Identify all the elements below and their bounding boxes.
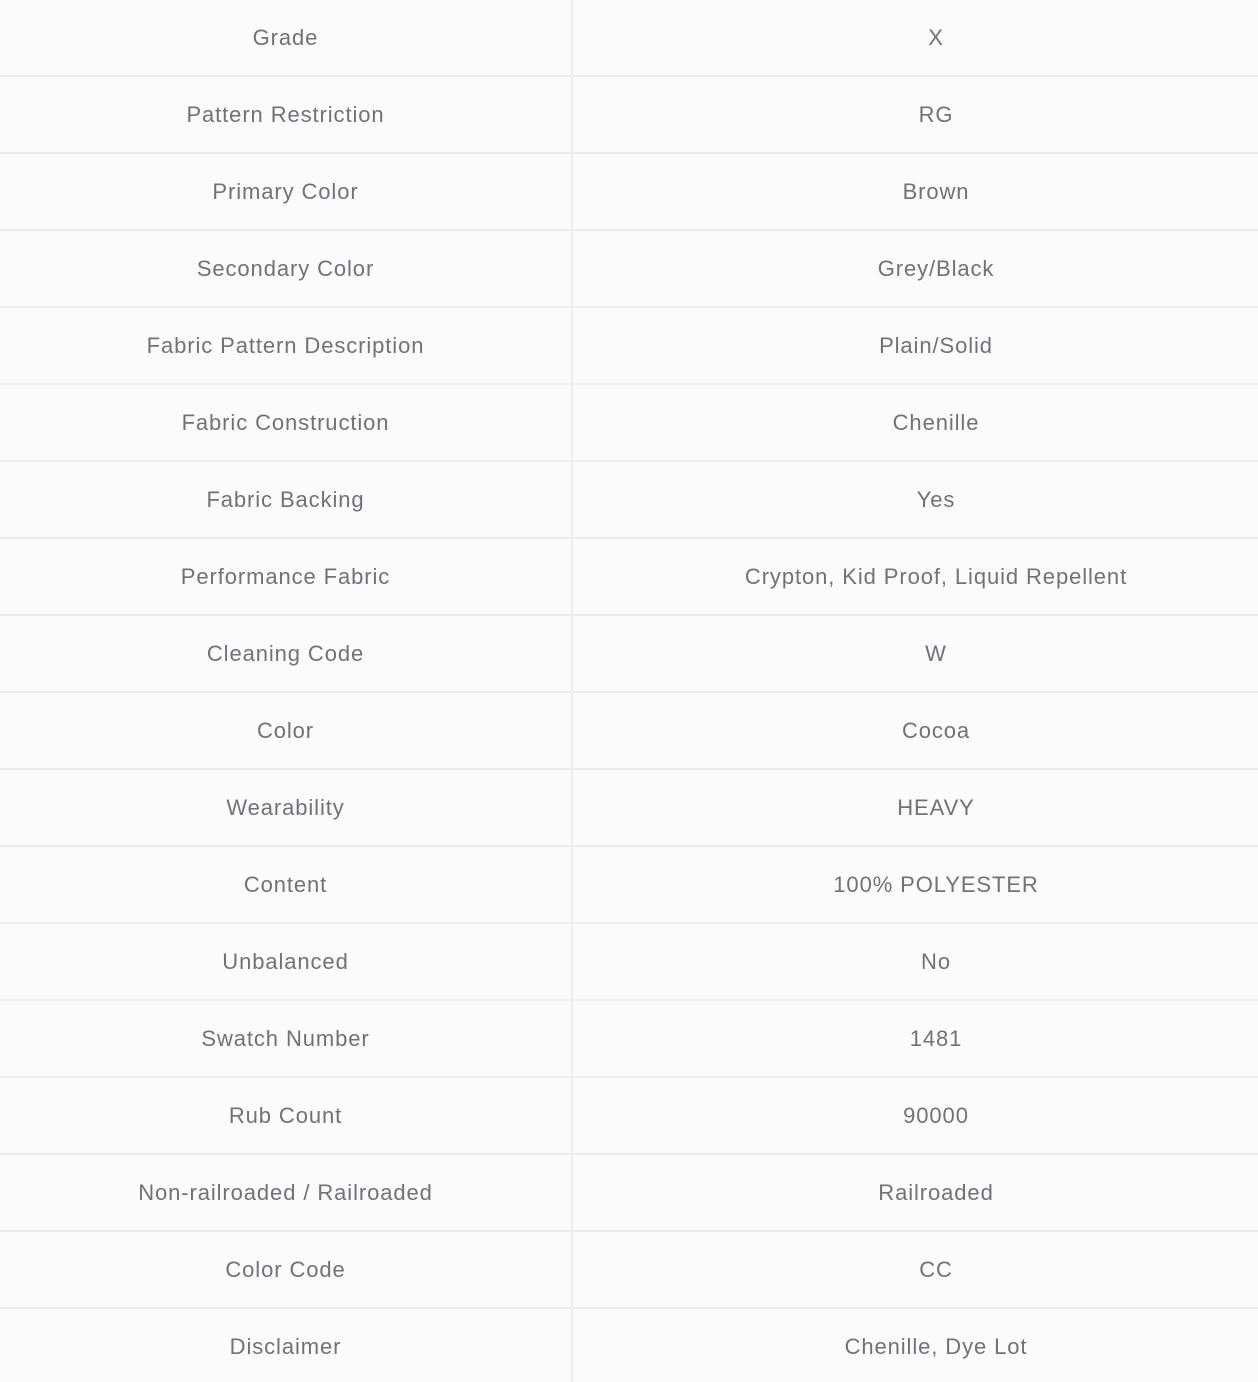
spec-label: Cleaning Code bbox=[0, 616, 573, 691]
spec-label: Non-railroaded / Railroaded bbox=[0, 1155, 573, 1230]
spec-label: Grade bbox=[0, 0, 573, 75]
spec-value: Crypton, Kid Proof, Liquid Repellent bbox=[744, 563, 1128, 589]
spec-value: 90000 bbox=[903, 1102, 969, 1128]
table-row bbox=[0, 77, 1258, 154]
spec-value: 100% POLYESTER bbox=[833, 871, 1039, 897]
spec-label: Performance Fabric bbox=[0, 539, 573, 614]
spec-label: Secondary Color bbox=[0, 231, 573, 306]
table-row bbox=[0, 385, 1258, 462]
table-row bbox=[0, 693, 1258, 770]
spec-value: Yes bbox=[916, 486, 956, 512]
table-row bbox=[0, 1078, 1258, 1155]
spec-label: Pattern Restriction bbox=[0, 77, 573, 152]
spec-value: Grey/Black bbox=[877, 255, 995, 281]
table-row bbox=[0, 616, 1258, 693]
spec-label: Disclaimer bbox=[0, 1309, 573, 1382]
spec-value: W bbox=[925, 640, 947, 666]
table-row bbox=[0, 1232, 1258, 1309]
spec-label: Fabric Construction bbox=[0, 385, 573, 460]
spec-value: RG bbox=[918, 101, 954, 127]
spec-value: X bbox=[928, 24, 944, 50]
spec-value: CC bbox=[919, 1256, 953, 1282]
spec-value: 1481 bbox=[909, 1025, 963, 1051]
spec-label: Fabric Backing bbox=[0, 462, 573, 537]
spec-label: Swatch Number bbox=[0, 1001, 573, 1076]
spec-value: Plain/Solid bbox=[879, 332, 993, 358]
spec-label: Color Code bbox=[0, 1232, 573, 1307]
spec-value: No bbox=[921, 948, 951, 974]
spec-label: Color bbox=[0, 693, 573, 768]
spec-label: Wearability bbox=[0, 770, 573, 845]
table-row bbox=[0, 154, 1258, 231]
table-row bbox=[0, 847, 1258, 924]
spec-label: Content bbox=[0, 847, 573, 922]
spec-value: Chenille bbox=[892, 409, 980, 435]
table-row bbox=[0, 770, 1258, 847]
table-row bbox=[0, 1155, 1258, 1232]
spec-value: Chenille, Dye Lot bbox=[844, 1333, 1028, 1359]
spec-label: Rub Count bbox=[0, 1078, 573, 1153]
spec-label: Primary Color bbox=[0, 154, 573, 229]
spec-value: HEAVY bbox=[897, 794, 975, 820]
spec-value: Brown bbox=[902, 178, 970, 204]
table-row bbox=[0, 308, 1258, 385]
table-row bbox=[0, 1001, 1258, 1078]
table-row bbox=[0, 924, 1258, 1001]
spec-value: Cocoa bbox=[901, 717, 971, 743]
table-row bbox=[0, 231, 1258, 308]
spec-label: Fabric Pattern Description bbox=[0, 308, 573, 383]
table-row bbox=[0, 1309, 1258, 1382]
spec-value: Railroaded bbox=[878, 1179, 994, 1205]
table-row bbox=[0, 0, 1258, 77]
table-row bbox=[0, 539, 1258, 616]
table-row bbox=[0, 462, 1258, 539]
spec-label: Unbalanced bbox=[0, 924, 573, 999]
